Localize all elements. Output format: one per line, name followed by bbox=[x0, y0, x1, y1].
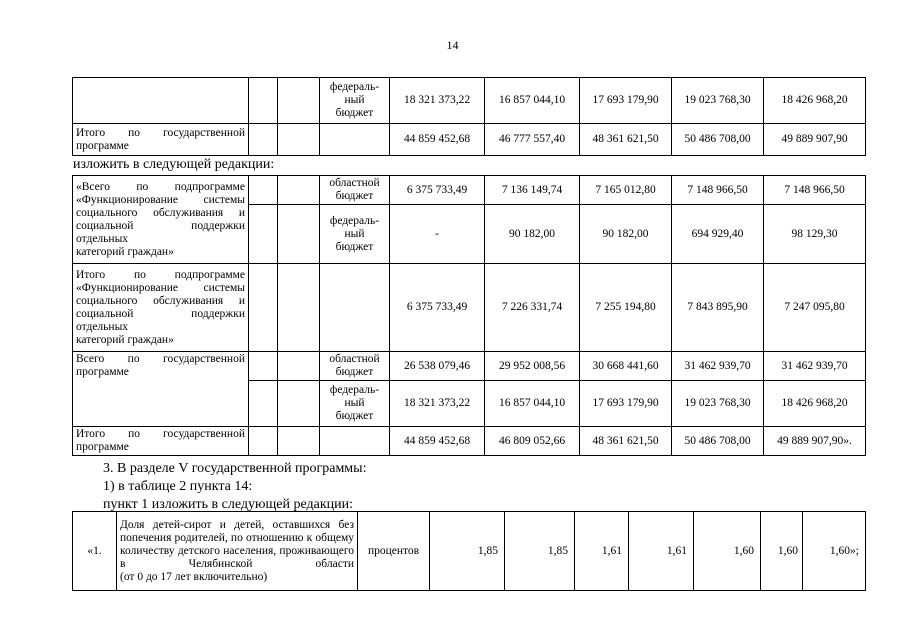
value-cell: 694 929,40 bbox=[672, 205, 764, 264]
value-cell: 90 182,00 bbox=[580, 205, 672, 264]
value-cell: 1,85 bbox=[505, 512, 575, 591]
indicator-number: «1. bbox=[73, 512, 117, 591]
value-cell: 19 023 768,30 bbox=[672, 381, 764, 427]
value-cell: 7 843 895,90 bbox=[672, 264, 764, 352]
value-cell: 1,61 bbox=[629, 512, 694, 591]
top-itogo-row bbox=[73, 124, 866, 156]
value-cell: 49 889 907,90 bbox=[764, 124, 866, 156]
empty-cell bbox=[320, 427, 390, 456]
empty-cell bbox=[249, 124, 278, 156]
value-cell: 17 693 179,90 bbox=[580, 78, 672, 124]
budget-source: областной бюджет bbox=[320, 176, 390, 205]
value-cell: 50 486 708,00 bbox=[672, 427, 764, 456]
value-cell: 1,60 bbox=[761, 512, 803, 591]
value-cell: 31 462 939,70 bbox=[672, 352, 764, 381]
value-cell: 44 859 452,68 bbox=[390, 427, 485, 456]
value-cell: 19 023 768,30 bbox=[672, 78, 764, 124]
value-cell: 18 426 968,20 bbox=[764, 78, 866, 124]
value-cell: 7 226 331,74 bbox=[485, 264, 580, 352]
empty-cell bbox=[249, 176, 278, 205]
subprogram-regional-row bbox=[73, 176, 866, 205]
empty-cell bbox=[278, 78, 320, 124]
main-budget-table bbox=[72, 175, 866, 456]
value-cell: 44 859 452,68 bbox=[390, 124, 485, 156]
value-cell: 18 321 373,22 bbox=[390, 381, 485, 427]
top-federal-row bbox=[73, 78, 866, 124]
empty-cell bbox=[320, 124, 390, 156]
value-cell: 98 129,30 bbox=[764, 205, 866, 264]
subprogram-itogo-row bbox=[73, 264, 866, 352]
subprogram-itogo-label: Итого по подпрограмме «Функционирование системы социального обслуживания и социальной поддержки отдельных категорий граждан» bbox=[73, 264, 249, 352]
empty-cell bbox=[278, 124, 320, 156]
value-cell: 46 777 557,40 bbox=[485, 124, 580, 156]
empty-cell bbox=[320, 264, 390, 352]
empty-cell bbox=[249, 78, 278, 124]
empty-cell bbox=[278, 205, 320, 264]
value-cell: 7 136 149,74 bbox=[485, 176, 580, 205]
budget-source: федераль- ный бюджет bbox=[320, 205, 390, 264]
value-cell: 17 693 179,90 bbox=[580, 381, 672, 427]
empty-cell bbox=[73, 78, 249, 124]
empty-cell bbox=[249, 381, 278, 427]
value-cell: 16 857 044,10 bbox=[485, 78, 580, 124]
indicator-row bbox=[73, 512, 866, 591]
page-number: 14 bbox=[446, 38, 459, 52]
budget-source: федераль- ный бюджет bbox=[320, 381, 390, 427]
value-cell: 31 462 939,70 bbox=[764, 352, 866, 381]
empty-cell bbox=[249, 205, 278, 264]
budget-source: федераль- ный бюджет bbox=[320, 78, 390, 124]
point-instruction: пункт 1 изложить в следующей редакции: bbox=[103, 497, 353, 512]
value-cell: 48 361 621,50 bbox=[580, 124, 672, 156]
value-cell: 50 486 708,00 bbox=[672, 124, 764, 156]
value-cell: 7 247 095,80 bbox=[764, 264, 866, 352]
value-cell: 90 182,00 bbox=[485, 205, 580, 264]
value-cell: 7 148 966,50 bbox=[764, 176, 866, 205]
empty-cell bbox=[278, 427, 320, 456]
value-cell: 30 668 441,60 bbox=[580, 352, 672, 381]
program-total-label: Всего по государственной программе bbox=[73, 352, 249, 427]
value-cell: - bbox=[390, 205, 485, 264]
value-cell: 26 538 079,46 bbox=[390, 352, 485, 381]
value-cell: 7 255 194,80 bbox=[580, 264, 672, 352]
top-budget-table bbox=[72, 77, 866, 156]
indicator-unit: процентов bbox=[358, 512, 430, 591]
value-cell: 1,60»; bbox=[803, 512, 866, 591]
value-cell: 46 809 052,66 bbox=[485, 427, 580, 456]
row-label: Итого по государственной программе bbox=[73, 124, 249, 156]
indicator-table bbox=[72, 511, 866, 591]
value-cell: 16 857 044,10 bbox=[485, 381, 580, 427]
value-cell: 48 361 621,50 bbox=[580, 427, 672, 456]
value-cell: 6 375 733,49 bbox=[390, 176, 485, 205]
indicator-description: Доля детей-сирот и детей, оставшихся без попечения родителей, по отношению к общему количеству детского населения, проживающего в Челябинской области (от 0 до 17 лет включительно) bbox=[117, 512, 358, 591]
value-cell: 49 889 907,90». bbox=[764, 427, 866, 456]
value-cell: 18 321 373,22 bbox=[390, 78, 485, 124]
value-cell: 7 165 012,80 bbox=[580, 176, 672, 205]
value-cell: 18 426 968,20 bbox=[764, 381, 866, 427]
empty-cell bbox=[249, 264, 278, 352]
program-itogo-label: Итого по государственной программе bbox=[73, 427, 249, 456]
value-cell: 1,85 bbox=[430, 512, 505, 591]
empty-cell bbox=[249, 427, 278, 456]
section-heading: 3. В разделе V государственной программы: bbox=[103, 461, 367, 476]
empty-cell bbox=[278, 381, 320, 427]
empty-cell bbox=[278, 352, 320, 381]
empty-cell bbox=[278, 264, 320, 352]
empty-cell bbox=[249, 352, 278, 381]
table2-instruction: 1) в таблице 2 пункта 14: bbox=[103, 479, 253, 494]
empty-cell bbox=[278, 176, 320, 205]
value-cell: 7 148 966,50 bbox=[672, 176, 764, 205]
program-itogo-row bbox=[73, 427, 866, 456]
value-cell: 6 375 733,49 bbox=[390, 264, 485, 352]
subprogram-total-label: «Всего по подпрограмме «Функционирование системы социального обслуживания и социальной поддержки отдельных категорий граждан» bbox=[73, 176, 249, 264]
edit-instruction: изложить в следующей редакции: bbox=[73, 157, 275, 172]
value-cell: 1,61 bbox=[575, 512, 629, 591]
budget-source: областной бюджет bbox=[320, 352, 390, 381]
value-cell: 1,60 bbox=[694, 512, 761, 591]
program-regional-row bbox=[73, 352, 866, 381]
value-cell: 29 952 008,56 bbox=[485, 352, 580, 381]
